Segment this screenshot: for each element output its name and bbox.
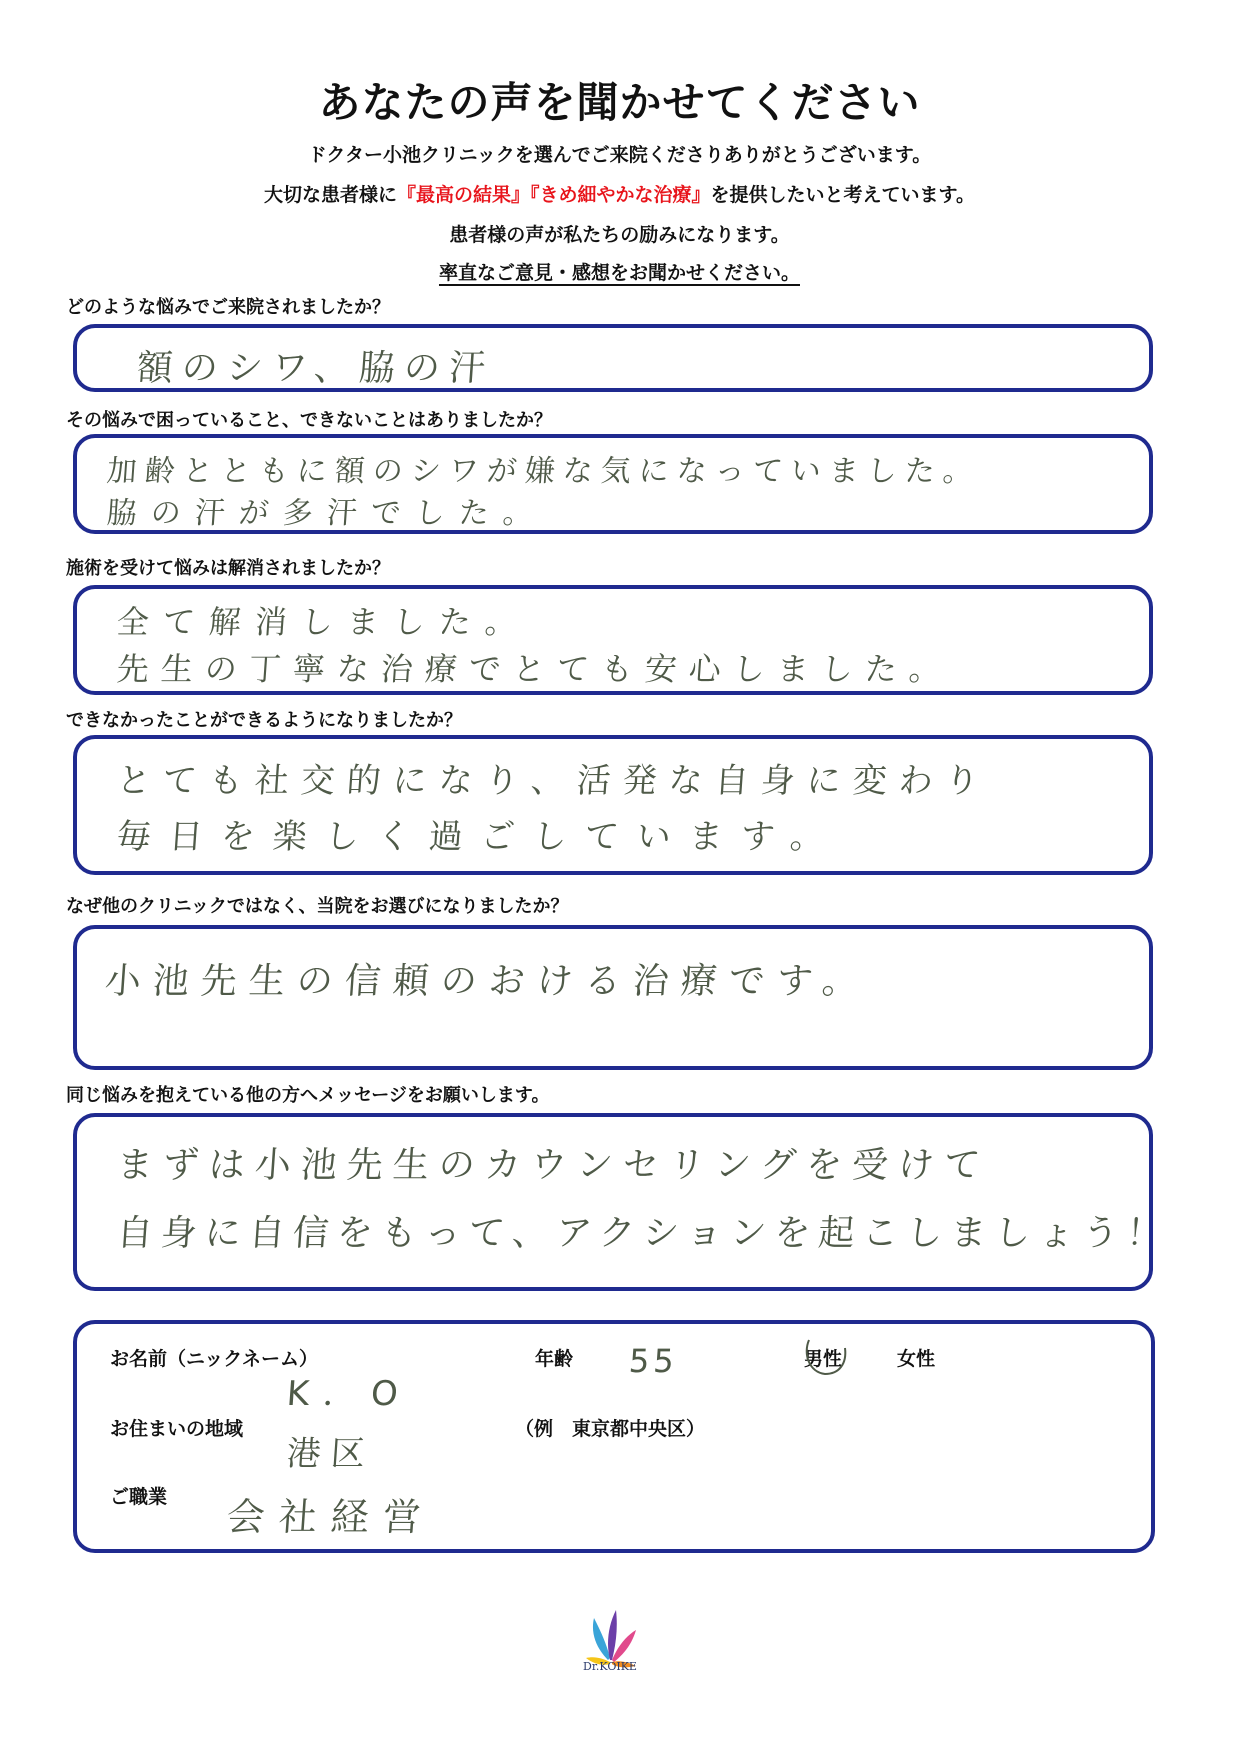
answer-6-line-1: まずは小池先生のカウンセリングを受けて: [115, 1145, 992, 1186]
answer-box-6: [73, 1113, 1172, 1291]
question-4-label: できなかったことができるようになりましたか？: [66, 710, 462, 731]
answer-box-1: [73, 324, 1153, 392]
area-label: お住まいの地域: [110, 1418, 244, 1440]
intro-line-1: ドクター小池クリニックを選んでご来院くださりありがとうございます。: [307, 144, 932, 166]
job-value: 会社経営: [225, 1495, 437, 1539]
answer-box-5: [73, 925, 1153, 1070]
age-value: 55: [627, 1342, 680, 1380]
male-selected-circle-icon: [795, 1332, 865, 1382]
answer-4-line-2: 毎日を楽しく過ごしています。: [115, 817, 844, 857]
question-5-label: なぜ他のクリニックではなく、当院をお選びになりましたか？: [66, 896, 569, 917]
answer-5-line-1: 小池先生の信頼のおける治療です。: [103, 961, 872, 1002]
question-6-label: 同じ悩みを抱えている他の方へメッセージをお願いします。: [66, 1085, 550, 1106]
intro-line-4: [0, 258, 1239, 285]
age-label: 年齢: [535, 1348, 574, 1370]
area-example: （例 東京都中央区）: [515, 1418, 706, 1440]
question-2-label: その悩みで困っていること、できないことはありましたか？: [66, 410, 552, 431]
answer-1-line-1: 額のシワ、脇の汗: [135, 348, 496, 389]
intro-line-2-highlight: 『最高の結果』『きめ細やかな治療』: [397, 184, 711, 206]
intro-line-2-pre: 大切な患者様に: [263, 184, 397, 206]
answer-6-line-2: 自身に自信をもって、アクションを起こしましょう！: [115, 1213, 1172, 1254]
male-option: 男性: [804, 1348, 843, 1370]
answer-2-line-2: 脇の汗が多汗でした。: [105, 496, 548, 531]
female-option: 女性: [897, 1348, 936, 1370]
question-1-label: どのような悩みでご来院されましたか？: [66, 297, 390, 318]
area-value: 港区: [285, 1434, 377, 1474]
job-label: ご職業: [110, 1486, 168, 1508]
answer-box-2: [73, 434, 1153, 534]
profile-box: [73, 1320, 1155, 1553]
answer-3-line-1: 全て解消しました。: [115, 603, 533, 641]
name-value: K．O: [285, 1374, 414, 1414]
intro-line-2-post: を提供したいと考えています。: [710, 184, 975, 206]
intro-line-3: 患者様の声が私たちの励みになります。: [449, 224, 790, 246]
answer-3-line-2: 先生の丁寧な治療でとても安心しました。: [115, 650, 955, 688]
answer-box-3: [73, 585, 1153, 695]
name-label: お名前（ニックネーム）: [110, 1348, 319, 1370]
question-3-label: 施術を受けて悩みは解消されましたか？: [66, 558, 390, 579]
answer-box-4: [73, 735, 1153, 875]
intro-line-2: [0, 180, 1239, 207]
intro-line-4-text: 率直なご意見・感想をお聞かせください。: [438, 262, 800, 284]
answer-4-line-1: とても社交的になり、活発な自身に変わり: [115, 761, 993, 801]
answer-2-line-1: 加齢とともに額のシワが嫌な気になっていました。: [105, 454, 982, 489]
page-title: あなたの声を聞かせてください: [318, 78, 921, 127]
logo-text: Dr.KOIKE: [583, 1660, 637, 1673]
